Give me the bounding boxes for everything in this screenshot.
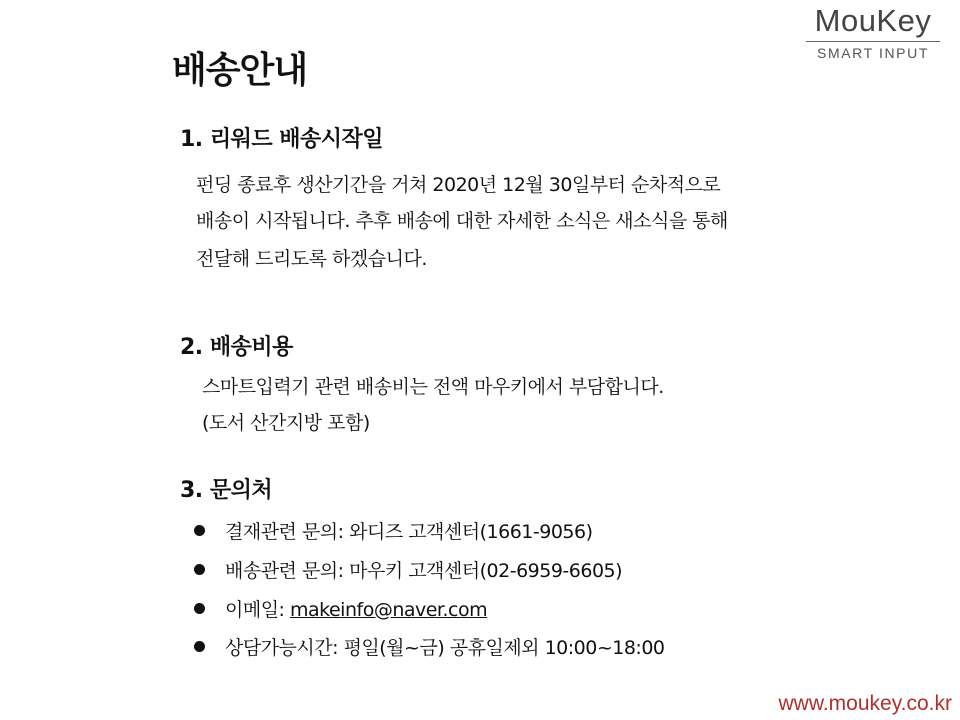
section-heading-contact: 3. 문의처 [180, 478, 273, 503]
section-1-line-2: 배송이 시작됩니다. 추후 배송에 대한 자세한 소식은 새소식을 통해 [196, 210, 728, 232]
list-item [194, 554, 622, 584]
contact-payment-inquiry: 결재관련 문의: 와디즈 고객센터(1661-9056) [225, 520, 593, 543]
contact-shipping-inquiry: 배송관련 문의: 마우키 고객센터(02-6959-6605) [225, 559, 623, 582]
contact-hours: 상담가능시간: 평일(월~금) 공휴일제외 10:00~18:00 [225, 636, 665, 659]
page-title: 배송안내 [172, 50, 308, 91]
section-heading-shipping-cost: 2. 배송비용 [180, 335, 293, 360]
bullet-icon [194, 564, 205, 575]
section-1-line-3: 전달해 드리도록 하겠습니다. [196, 248, 427, 270]
email-label: 이메일: [225, 598, 291, 621]
logo-divider [806, 41, 940, 42]
section-1-line-1: 펀딩 종료후 생산기간을 거쳐 2020년 12월 30일부터 순차적으로 [196, 174, 721, 196]
bullet-icon [194, 641, 205, 652]
list-item [194, 593, 487, 623]
section-2-line-1: 스마트입력기 관련 배송비는 전액 마우키에서 부담합니다. [202, 376, 664, 398]
list-item [194, 631, 665, 661]
section-2-line-2: (도서 산간지방 포함) [202, 412, 370, 434]
logo-name: MouKey [814, 3, 932, 38]
contact-email [225, 595, 487, 622]
list-item [194, 515, 593, 545]
bullet-icon [194, 603, 205, 614]
moukey-logo [806, 2, 940, 62]
email-link[interactable]: makeinfo@naver.com [290, 598, 488, 621]
bullet-icon [194, 525, 205, 536]
section-heading-reward-shipping-date: 1. 리워드 배송시작일 [180, 127, 383, 152]
logo-tagline: SMART INPUT [817, 45, 929, 61]
footer-website-url[interactable]: www.moukey.co.kr [778, 692, 952, 715]
